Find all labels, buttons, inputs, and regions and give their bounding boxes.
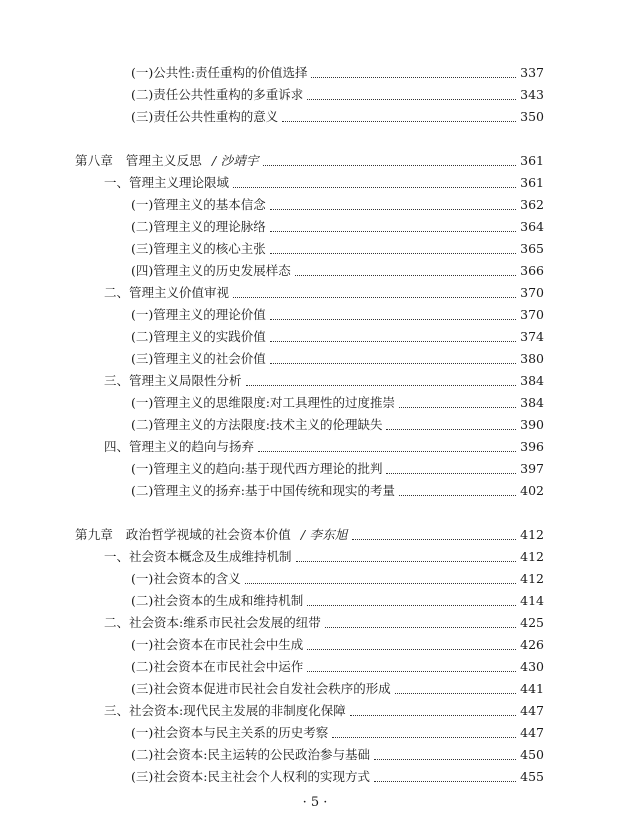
toc-entry-title: (一)管理主义的基本信念	[131, 197, 266, 212]
toc-entry-title: (一)社会资本在市民社会中生成	[131, 637, 304, 652]
toc-entry-page: 374	[520, 329, 544, 344]
toc-entry-title: (一)公共性:责任重构的价值选择	[131, 65, 308, 80]
toc-entry-page: 397	[520, 461, 544, 476]
toc-entry[interactable]	[131, 482, 544, 500]
leader-dots	[399, 494, 516, 496]
toc-entry[interactable]	[131, 570, 544, 588]
toc-entry[interactable]	[131, 680, 544, 698]
toc-entry-page: 361	[520, 153, 544, 168]
leader-dots	[296, 560, 517, 562]
toc-entry-page: 455	[520, 769, 544, 784]
toc-entry[interactable]	[131, 196, 544, 214]
leader-dots	[282, 120, 516, 122]
toc-entry[interactable]	[131, 768, 544, 786]
toc-entry[interactable]	[131, 86, 544, 104]
chapter-title: 第八章 管理主义反思	[75, 153, 203, 168]
toc-entry-page: 361	[520, 175, 544, 190]
toc-entry-title: 一、管理主义理论限域	[104, 175, 230, 190]
toc-entry-page: 384	[520, 395, 544, 410]
toc-entry-page: 426	[520, 637, 544, 652]
toc-entry[interactable]	[131, 350, 544, 368]
toc-entry-page: 447	[520, 725, 544, 740]
toc-entry-page: 425	[520, 615, 544, 630]
toc-entry[interactable]	[131, 658, 544, 676]
toc-entry-page: 412	[520, 549, 544, 564]
toc-entry-page: 441	[520, 681, 544, 696]
toc-entry-page: 350	[520, 109, 544, 124]
toc-entry-title: 三、社会资本:现代民主发展的非制度化保障	[104, 703, 346, 718]
toc-entry[interactable]	[104, 372, 544, 390]
toc-entry[interactable]	[131, 460, 544, 478]
leader-dots	[352, 538, 517, 540]
leader-dots	[270, 208, 516, 210]
toc-entry-page: 412	[520, 527, 544, 542]
toc-entry-title: (三)管理主义的核心主张	[131, 241, 266, 256]
leader-dots	[270, 318, 516, 320]
leader-dots	[374, 780, 516, 782]
toc-entry-title: (三)社会资本:民主社会个人权利的实现方式	[131, 769, 370, 784]
toc-entry-page: 337	[520, 65, 544, 80]
leader-dots	[263, 164, 516, 166]
toc-entry-page: 384	[520, 373, 544, 388]
toc-entry[interactable]	[131, 64, 544, 82]
toc-entry-title: (二)社会资本在市民社会中运作	[131, 659, 304, 674]
toc-entry[interactable]	[104, 438, 544, 456]
toc-entry-title: (一)社会资本与民主关系的历史考察	[131, 725, 329, 740]
toc-entry-page: 430	[520, 659, 544, 674]
toc-entry-title: 二、社会资本:维系市民社会发展的纽带	[104, 615, 321, 630]
toc-entry-page: 402	[520, 483, 544, 498]
toc-entry-title: (二)管理主义的理论脉络	[131, 219, 266, 234]
toc-entry-page: 450	[520, 747, 544, 762]
toc-entry-page: 396	[520, 439, 544, 454]
toc-entry[interactable]	[131, 416, 544, 434]
leader-dots	[233, 186, 516, 188]
toc-entry[interactable]	[131, 306, 544, 324]
toc-entry-title: (二)管理主义的扬弃:基于中国传统和现实的考量	[131, 483, 395, 498]
toc-entry[interactable]	[131, 328, 544, 346]
toc-entry[interactable]	[131, 262, 544, 280]
leader-dots	[246, 384, 517, 386]
toc-entry-page: 380	[520, 351, 544, 366]
toc-entry[interactable]	[104, 174, 544, 192]
leader-dots	[325, 626, 516, 628]
toc-entry-page: 362	[520, 197, 544, 212]
chapter-title: 第九章 政治哲学视域的社会资本价值	[75, 527, 291, 542]
toc-entry[interactable]	[131, 724, 544, 742]
leader-dots	[233, 296, 516, 298]
toc-entry-title: (一)管理主义的思维限度:对工具理性的过度推崇	[131, 395, 395, 410]
toc-entry-title: (二)社会资本:民主运转的公民政治参与基础	[131, 747, 370, 762]
toc-entry[interactable]	[131, 394, 544, 412]
toc-entry-title: 二、管理主义价值审视	[104, 285, 230, 300]
leader-dots	[307, 98, 516, 100]
chapter-author: / 李东旭	[300, 527, 348, 542]
leader-dots	[399, 406, 516, 408]
toc-entry-title: 四、管理主义的趋向与扬弃	[104, 439, 255, 454]
toc-entry-title: (二)管理主义的方法限度:技术主义的伦理缺失	[131, 417, 383, 432]
toc-entry-page: 370	[520, 285, 544, 300]
toc-entry-title: (二)管理主义的实践价值	[131, 329, 266, 344]
toc-entry-page: 366	[520, 263, 544, 278]
leader-dots	[245, 582, 516, 584]
leader-dots	[386, 428, 516, 430]
toc-entry-title: (一)管理主义的趋向:基于现代西方理论的批判	[131, 461, 383, 476]
leader-dots	[307, 604, 516, 606]
leader-dots	[332, 736, 516, 738]
leader-dots	[270, 230, 516, 232]
toc-entry-page: 414	[520, 593, 544, 608]
toc-entry-title: (一)社会资本的含义	[131, 571, 241, 586]
chapter-author: / 沙靖宇	[212, 153, 259, 168]
toc-entry[interactable]	[104, 614, 544, 632]
toc-entry[interactable]	[104, 702, 544, 720]
leader-dots	[258, 450, 516, 452]
toc-entry-title: (三)社会资本促进市民社会自发社会秩序的形成	[131, 681, 391, 696]
toc-entry-page: 365	[520, 241, 544, 256]
toc-entry-title: (一)管理主义的理论价值	[131, 307, 266, 322]
toc-entry[interactable]	[104, 284, 544, 302]
toc-entry-title: (二)责任公共性重构的多重诉求	[131, 87, 304, 102]
toc-chapter-9[interactable]	[75, 526, 544, 544]
toc-entry-page: 390	[520, 417, 544, 432]
toc-entry[interactable]	[131, 218, 544, 236]
leader-dots	[270, 340, 516, 342]
leader-dots	[270, 252, 516, 254]
toc-entry[interactable]	[131, 240, 544, 258]
toc-entry-title: 一、社会资本概念及生成维持机制	[104, 549, 292, 564]
leader-dots	[270, 362, 516, 364]
leader-dots	[386, 472, 516, 474]
toc-entry-title: (二)社会资本的生成和维持机制	[131, 593, 304, 608]
toc-entry[interactable]	[131, 746, 544, 764]
leader-dots	[307, 648, 516, 650]
leader-dots	[311, 76, 516, 78]
toc-entry-page: 447	[520, 703, 544, 718]
toc-entry-page: 370	[520, 307, 544, 322]
toc-entry-title: (四)管理主义的历史发展样态	[131, 263, 291, 278]
page-number: · 5 ·	[302, 795, 328, 810]
leader-dots	[295, 274, 516, 276]
toc-entry-page: 412	[520, 571, 544, 586]
toc-entry-page: 364	[520, 219, 544, 234]
toc-entry-title: (三)责任公共性重构的意义	[131, 109, 279, 124]
toc-entry[interactable]	[131, 636, 544, 654]
toc-entry[interactable]	[131, 108, 544, 126]
leader-dots	[350, 714, 516, 716]
toc-entry-title: (三)管理主义的社会价值	[131, 351, 266, 366]
toc-entry[interactable]	[131, 592, 544, 610]
toc-entry-page: 343	[520, 87, 544, 102]
leader-dots	[307, 670, 516, 672]
leader-dots	[395, 692, 516, 694]
toc-chapter-8[interactable]	[75, 152, 544, 170]
toc-entry-title: 三、管理主义局限性分析	[104, 373, 242, 388]
leader-dots	[374, 758, 516, 760]
toc-entry[interactable]	[104, 548, 544, 566]
